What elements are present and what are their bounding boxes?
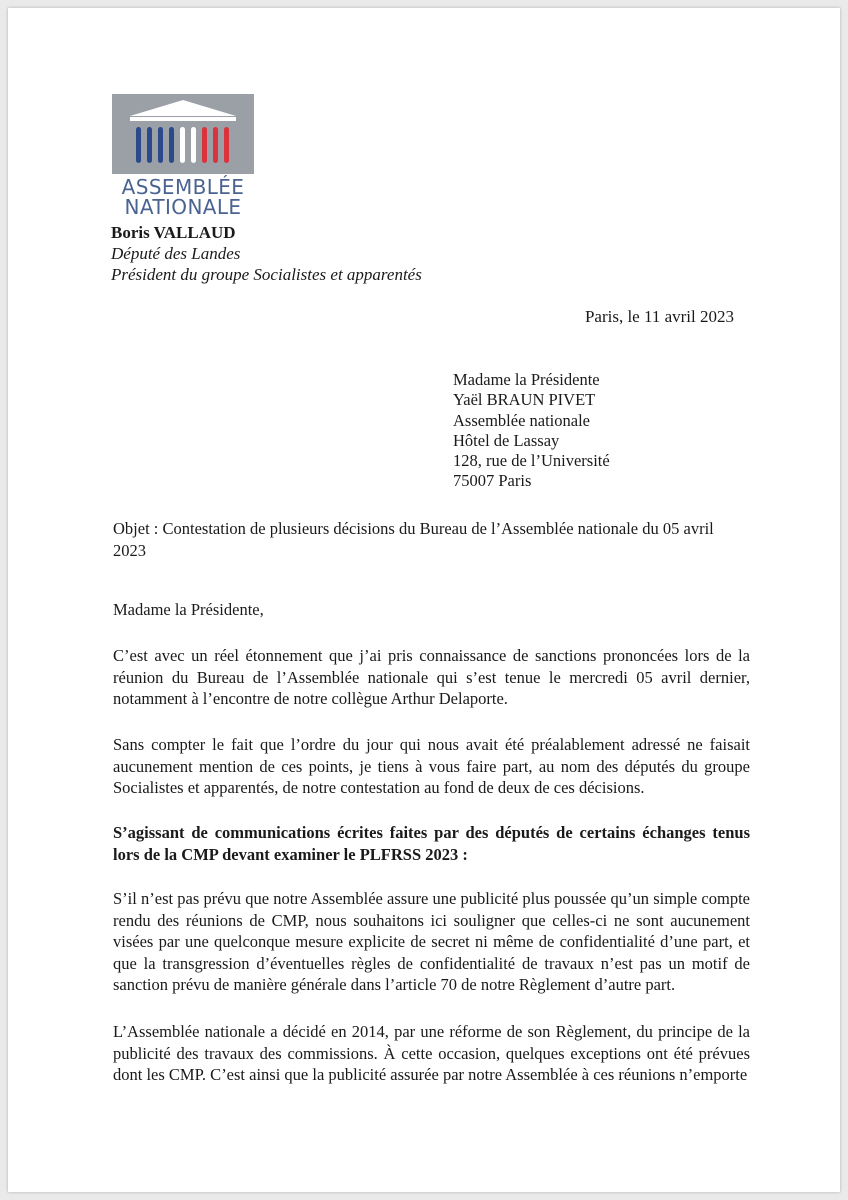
recipient-line: Assemblée nationale <box>453 410 590 430</box>
paragraph-1: C’est avec un réel étonnement que j’ai pris connaissance de sanctions prononcées lors de la réunion du Bureau de l’Assemblée nationale qui s’est tenue le mercredi 05 avril dernier, notamment à l’encontre de notre collègue Arthur Delaporte. <box>113 646 750 708</box>
letter-object <box>113 518 750 561</box>
recipient-line: 128, rue de l’Université <box>453 451 610 471</box>
paragraph-2: Sans compter le fait que l’ordre du jour qui nous avait été préalablement adressé ne faisait aucunement mention de ces points, je tiens à vous faire part, au nom des députés du groupe Socialistes et apparentés, de notre contestation au fond de deux de ces décisions. <box>113 735 750 797</box>
recipient-line: Madame la Présidente <box>453 370 600 389</box>
logo-text-line2: NATIONALE <box>124 195 242 219</box>
logo-text-line1: ASSEMBLÉE <box>121 175 245 199</box>
letter-date: Paris, le 11 avril 2023 <box>584 307 734 326</box>
recipient-line: Yaël BRAUN PIVET <box>453 390 596 410</box>
recipient-block <box>453 370 610 492</box>
sender-name: Boris VALLAUD <box>111 223 236 242</box>
assemblee-nationale-logo <box>112 94 254 218</box>
sender-title-1: Député des Landes <box>111 244 241 263</box>
recipient-line: Hôtel de Lassay <box>453 430 560 450</box>
sender-block <box>111 222 422 285</box>
recipient-line: 75007 Paris <box>453 471 532 491</box>
salutation: Madame la Présidente, <box>113 600 264 619</box>
hemicycle-icon <box>112 94 254 174</box>
object-line-1: Objet : Contestation de plusieurs décisions du Bureau de l’Assemblée nationale du 05 avril <box>113 519 714 538</box>
section-heading: S’agissant de communications écrites faites par des députés de certains échanges tenus lors de la CMP devant examiner le PLFRSS 2023 : <box>113 823 750 864</box>
paragraph-4: L’Assemblée nationale a décidé en 2014, par une réforme de son Règlement, du principe de la publicité des travaux des commissions. À cette occasion, quelques exceptions ont été prévues dont les CMP. C’est ainsi que la publicité assurée par notre Assemblée à ces réunions n’emporte <box>113 1022 750 1084</box>
paragraph-3: S’il n’est pas prévu que notre Assemblée assure une publicité plus poussée qu’un simple compte rendu des réunions de CMP, nous souhaitons ici souligner que celles-ci ne sont aucunement visées par une quelconque mesure explicite de secret ni même de confidentialité d’une part, et que la transgression d’éventuelles règles de confidentialité de travaux n’est pas un motif de sanction prévu de manière générale dans l’article 70 de notre Règlement d’autre part. <box>113 889 750 994</box>
object-line-2: 2023 <box>113 540 146 560</box>
letter-page <box>8 8 840 1192</box>
sender-title-2: Président du groupe Socialistes et apparentés <box>111 265 422 284</box>
